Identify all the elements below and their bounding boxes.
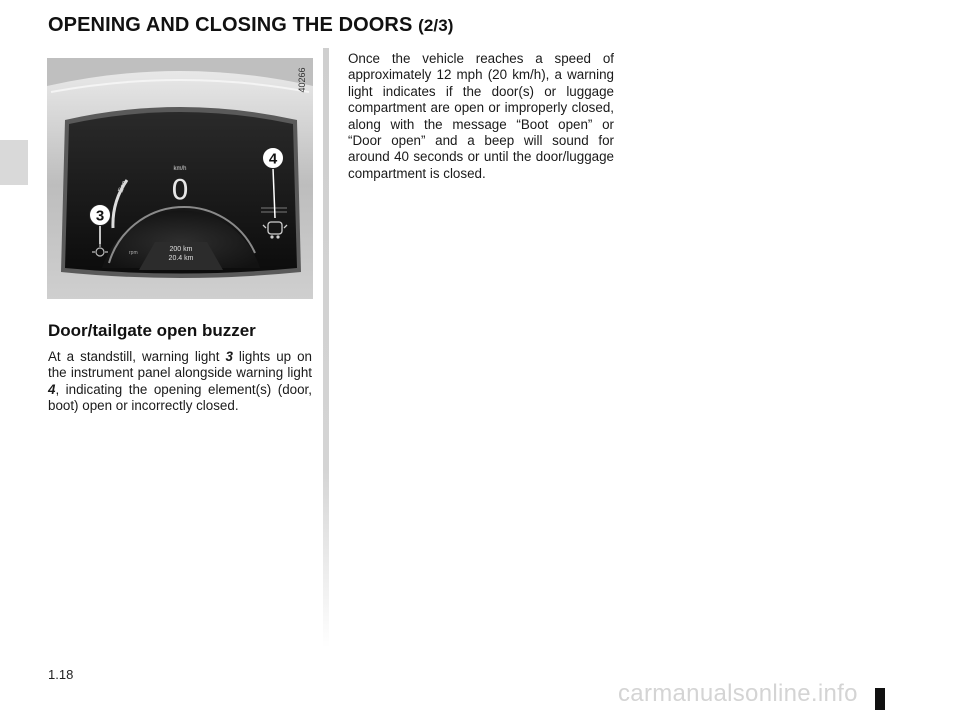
section-heading: Door/tailgate open buzzer (48, 321, 256, 340)
paragraph-text-a: At a standstill, warning light (48, 349, 226, 364)
title-part: (2/3) (418, 16, 454, 35)
rpm-label: rpm (129, 250, 138, 256)
speed-unit: km/h (173, 166, 187, 172)
warning-light-3-ref: 3 (225, 349, 233, 364)
watermark-text: carmanualsonline.info (618, 680, 858, 707)
chapter-tab (0, 140, 28, 185)
callout-4-badge (263, 148, 284, 169)
callout-4-label: 4 (268, 150, 278, 168)
instrument-panel-illustration (47, 58, 313, 299)
warning-light-4-ref: 4 (48, 381, 56, 397)
paragraph-text-c: , indicating the opening element(s) (door, boot) open or incorrectly closed. (48, 381, 312, 414)
page-title (48, 14, 454, 37)
figure-reference (293, 60, 311, 100)
callout-3-label: 3 (95, 207, 105, 225)
odometer-trip: 20.4 km (168, 255, 194, 262)
column-divider (323, 48, 329, 648)
door-buzzer-paragraph (48, 349, 312, 415)
speed-warning-paragraph: Once the vehicle reaches a speed of approximately 12 mph (20 km/h), a warning light indicates if the door(s) or luggage compartment are open or improperly closed, along with the message “Boot open” or “Door open” and a beep will sound for around 40 seconds or until the door/luggage compartment is closed. (348, 51, 614, 181)
callout-3-badge (90, 205, 111, 226)
corner-marker (875, 688, 885, 710)
speed-value: 0 (171, 173, 189, 206)
odometer-total: 200 km (169, 246, 193, 253)
paragraph-text-b: lights up on the instrument panel alongside warning light (48, 349, 312, 381)
figure-reference-number: 40266 (297, 67, 307, 93)
eco-label: Eco (117, 179, 129, 194)
instrument-panel-figure (47, 58, 313, 299)
title-main: OPENING AND CLOSING THE DOORS (48, 14, 413, 36)
page-number: 1.18 (48, 667, 74, 682)
